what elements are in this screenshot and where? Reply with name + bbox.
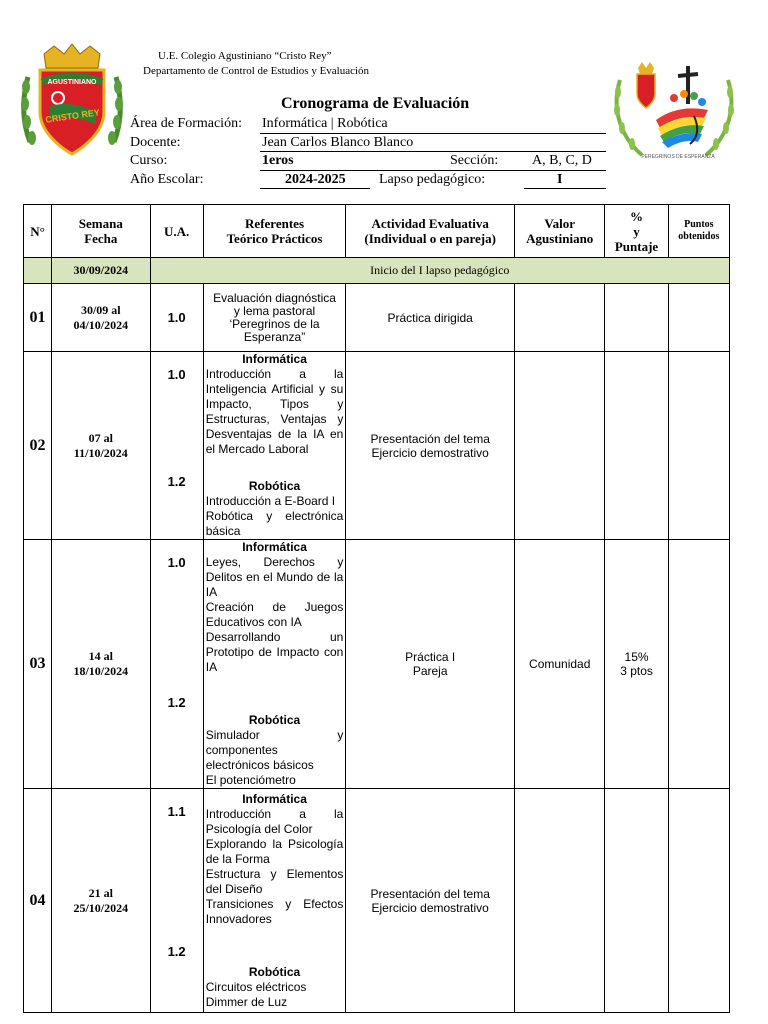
table-header-row <box>24 205 730 258</box>
row-value <box>515 789 605 1013</box>
lapse-label: Lapso pedagógico: <box>379 172 486 187</box>
area-value: Informática | Robótica <box>262 116 388 131</box>
row-number: 02 <box>24 352 52 540</box>
school-crest-logo <box>20 42 124 164</box>
crest-main-text: CRISTO REY <box>44 107 101 125</box>
row-referents: Informática Introducción a la Inteligencia Artificial y su Impacto, Tipos y Estructuras, Ventajas y Desventajas de la IA en el Mercado Laboral Robótica Introducción a E-Board I Robótica y electrónica básica <box>203 352 346 540</box>
jubilee-logo <box>612 60 736 170</box>
row-points <box>668 540 729 789</box>
row-activity: Práctica dirigida <box>346 284 515 352</box>
row-activity: Presentación del tema Ejercicio demostrativo <box>346 789 515 1013</box>
row-percent <box>605 284 668 352</box>
lapse-start-row <box>24 258 730 284</box>
row-ua: 1.0 1.2 <box>150 352 203 540</box>
row-percent <box>605 352 668 540</box>
lapse-value: I <box>557 172 563 187</box>
header-referents: Referentes Teórico Prácticos <box>203 205 346 258</box>
area-label: Área de Formación: <box>130 116 242 131</box>
lapse-start-text: Inicio del I lapso pedagógico <box>150 258 729 284</box>
row-referents: Informática Introducción a la Psicología del Color Explorando la Psicología de la Forma Estructura y Elementos del Diseño Transiciones y Efectos Innovadores Robótica Circuitos eléctricos Dimmer de Luz <box>203 789 346 1013</box>
row-points <box>668 789 729 1013</box>
row-activity: Práctica I Pareja <box>346 540 515 789</box>
row-value <box>515 352 605 540</box>
row-value: Comunidad <box>515 540 605 789</box>
year-label: Año Escolar: <box>130 172 204 187</box>
crest-ring-text: AGUSTINIANO <box>47 79 97 86</box>
area-underline <box>260 133 606 134</box>
evaluation-schedule-table <box>23 204 730 1013</box>
row-referents: Evaluación diagnóstica y lema pastoral ‘Peregrinos de la Esperanza” <box>203 284 346 352</box>
teacher-underline <box>260 151 606 152</box>
header-value: Valor Agustiniano <box>515 205 605 258</box>
lapse-underline <box>524 188 606 189</box>
row-points <box>668 352 729 540</box>
teacher-label: Docente: <box>130 135 181 150</box>
row-activity: Presentación del tema Ejercicio demostrativo <box>346 352 515 540</box>
row-week: 30/09 al 04/10/2024 <box>52 284 150 352</box>
row-week: 07 al 11/10/2024 <box>52 352 150 540</box>
jubilee-motto-text: PEREGRINOS DE ESPERANZA <box>641 154 715 160</box>
course-label: Curso: <box>130 153 168 168</box>
row-number: 04 <box>24 789 52 1013</box>
table-row <box>24 789 730 1013</box>
table-row <box>24 284 730 352</box>
section-label: Sección: <box>450 153 499 168</box>
course-value: 1eros <box>262 153 294 168</box>
department-name: Departamento de Control de Estudios y Evaluación <box>143 65 370 77</box>
school-name: U.E. Colegio Agustiniano “Cristo Rey” <box>158 50 332 62</box>
row-ua: 1.0 <box>150 284 203 352</box>
header-number: N° <box>24 205 52 258</box>
row-number: 01 <box>24 284 52 352</box>
row-ua: 1.0 1.2 <box>150 540 203 789</box>
row-percent: 15% 3 ptos <box>605 540 668 789</box>
header-points: Puntos obtenidos <box>668 205 729 258</box>
section-value: A, B, C, D <box>532 153 592 168</box>
header-percent: % y Puntaje <box>605 205 668 258</box>
row-week: 21 al 25/10/2024 <box>52 789 150 1013</box>
row-percent <box>605 789 668 1013</box>
teacher-value: Jean Carlos Blanco Blanco <box>262 135 414 150</box>
row-number: 03 <box>24 540 52 789</box>
course-underline <box>260 170 606 171</box>
lapse-start-date: 30/09/2024 <box>52 258 150 284</box>
row-points <box>668 284 729 352</box>
row-value <box>515 284 605 352</box>
row-week: 14 al 18/10/2024 <box>52 540 150 789</box>
header-week: Semana Fecha <box>52 205 150 258</box>
year-value: 2024-2025 <box>285 172 346 187</box>
page-title: Cronograma de Evaluación <box>281 95 470 112</box>
row-ua: 1.1 1.2 <box>150 789 203 1013</box>
year-underline <box>260 188 370 189</box>
row-referents: Informática Leyes, Derechos y Delitos en el Mundo de la IA Creación de Juegos Educativos con IA Desarrollando un Prototipo de Impacto con IA Robótica Simulador y componentes electrónicos básicos El potenciómetro <box>203 540 346 789</box>
table-row <box>24 352 730 540</box>
table-row <box>24 540 730 789</box>
header-activity: Actividad Evaluativa (Individual o en pareja) <box>346 205 515 258</box>
lapse-start-blank <box>24 258 52 284</box>
header-ua: U.A. <box>150 205 203 258</box>
